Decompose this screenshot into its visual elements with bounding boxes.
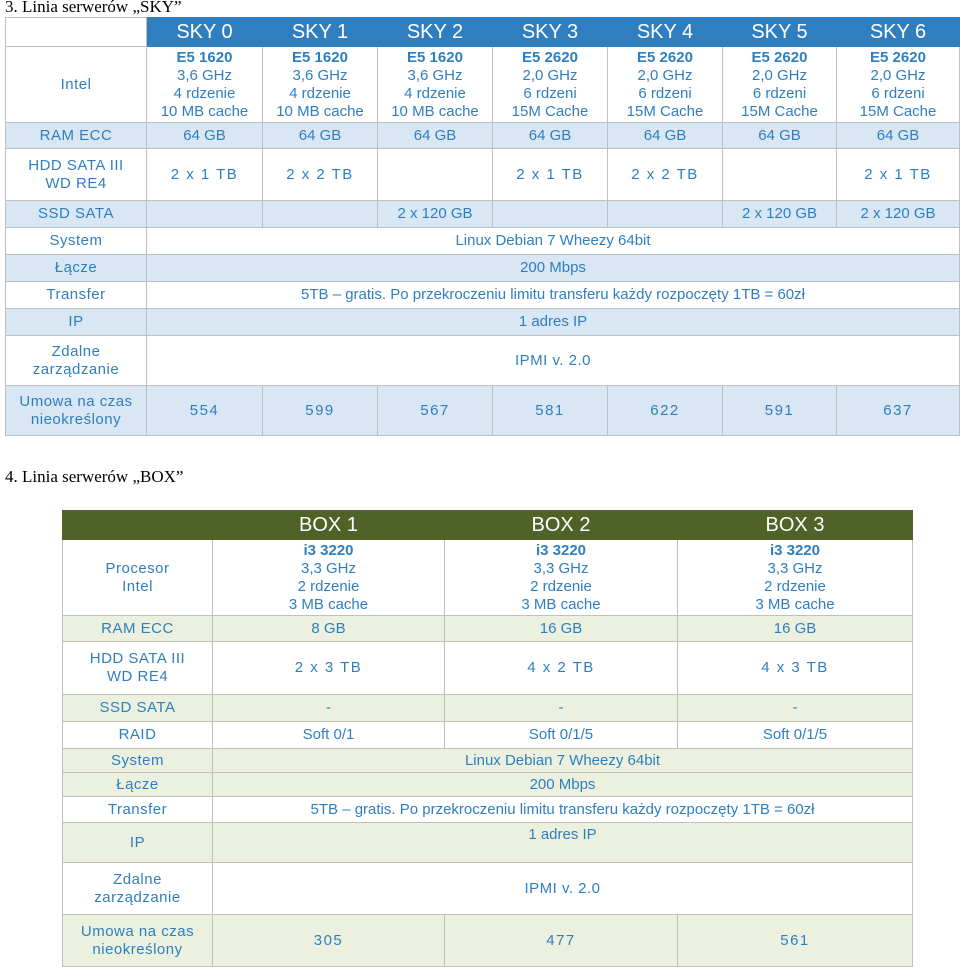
row-label: IP	[6, 309, 147, 336]
sky-col-header: SKY 2	[378, 18, 493, 47]
sky-col-header: SKY 4	[608, 18, 723, 47]
system-value: Linux Debian 7 Wheezy 64bit	[147, 228, 960, 255]
sky-remote-row	[6, 336, 960, 386]
ssd-cell: 2 x 120 GB	[723, 201, 837, 228]
raid-cell: Soft 0/1/5	[445, 722, 678, 749]
sky-ssd-row	[6, 201, 960, 228]
box-col-header: BOX 3	[678, 511, 913, 540]
ssd-cell	[263, 201, 378, 228]
sky-section-heading: 3. Linia serwerów „SKY”	[5, 0, 182, 16]
row-label: SSD SATA	[6, 201, 147, 228]
link-value: 200 Mbps	[213, 773, 913, 797]
row-label: IP	[63, 823, 213, 863]
sky-system-row	[6, 228, 960, 255]
row-label: Łącze	[6, 255, 147, 282]
sky-col-header: SKY 3	[493, 18, 608, 47]
system-value: Linux Debian 7 Wheezy 64bit	[213, 749, 913, 773]
row-label: RAID	[63, 722, 213, 749]
box-link-row	[63, 773, 913, 797]
ssd-cell: -	[678, 695, 913, 722]
hdd-cell	[378, 149, 493, 201]
sky-price-row	[6, 386, 960, 436]
hdd-cell: 2 x 1 TB	[837, 149, 960, 201]
remote-value: IPMI v. 2.0	[147, 336, 960, 386]
sky-pricing-table	[5, 17, 960, 436]
ssd-cell: 2 x 120 GB	[837, 201, 960, 228]
box-header-corner	[63, 511, 213, 540]
box-ip-row	[63, 823, 913, 863]
sky-link-row	[6, 255, 960, 282]
ram-cell: 16 GB	[445, 616, 678, 642]
link-value: 200 Mbps	[147, 255, 960, 282]
sky-header-corner	[6, 18, 147, 47]
box-ssd-row	[63, 695, 913, 722]
row-label: HDD SATA III WD RE4	[6, 149, 147, 201]
row-label: Umowa na czas nieokreślony	[6, 386, 147, 436]
price-cell: 622	[608, 386, 723, 436]
row-label: Intel	[6, 47, 147, 123]
ram-cell: 64 GB	[493, 123, 608, 149]
ram-cell: 8 GB	[213, 616, 445, 642]
box-ram-row	[63, 616, 913, 642]
ssd-cell: -	[445, 695, 678, 722]
sky-cpu-row	[6, 47, 960, 123]
ram-cell: 16 GB	[678, 616, 913, 642]
price-cell: 599	[263, 386, 378, 436]
row-label: Łącze	[63, 773, 213, 797]
row-label: Transfer	[6, 282, 147, 309]
hdd-cell	[723, 149, 837, 201]
price-cell: 554	[147, 386, 263, 436]
cpu-cell: E5 2620 2,0 GHz 6 rdzeni 15M Cache	[493, 47, 608, 123]
ram-cell: 64 GB	[608, 123, 723, 149]
ip-value: 1 adres IP	[213, 823, 913, 863]
box-section-heading: 4. Linia serwerów „BOX”	[5, 467, 184, 486]
ip-value: 1 adres IP	[147, 309, 960, 336]
box-remote-row	[63, 863, 913, 915]
sky-col-header: SKY 1	[263, 18, 378, 47]
ram-cell: 64 GB	[263, 123, 378, 149]
row-label: Transfer	[63, 797, 213, 823]
hdd-cell: 2 x 3 TB	[213, 642, 445, 695]
price-cell: 477	[445, 915, 678, 967]
transfer-value: 5TB – gratis. Po przekroczeniu limitu transferu każdy rozpoczęty 1TB = 60zł	[213, 797, 913, 823]
box-cpu-row	[63, 540, 913, 616]
cpu-cell: E5 2620 2,0 GHz 6 rdzeni 15M Cache	[608, 47, 723, 123]
raid-cell: Soft 0/1	[213, 722, 445, 749]
box-hdd-row	[63, 642, 913, 695]
cpu-cell: i3 3220 3,3 GHz 2 rdzenie 3 MB cache	[213, 540, 445, 616]
row-label: Umowa na czas nieokreślony	[63, 915, 213, 967]
cpu-cell: E5 2620 2,0 GHz 6 rdzeni 15M Cache	[837, 47, 960, 123]
row-label: Zdalne zarządzanie	[6, 336, 147, 386]
hdd-cell: 4 x 2 TB	[445, 642, 678, 695]
box-col-header: BOX 2	[445, 511, 678, 540]
ssd-cell	[493, 201, 608, 228]
row-label: HDD SATA III WD RE4	[63, 642, 213, 695]
price-cell: 305	[213, 915, 445, 967]
sky-col-header: SKY 6	[837, 18, 960, 47]
price-cell: 567	[378, 386, 493, 436]
box-raid-row	[63, 722, 913, 749]
ssd-cell: -	[213, 695, 445, 722]
hdd-cell: 2 x 2 TB	[608, 149, 723, 201]
row-label: System	[6, 228, 147, 255]
cpu-cell: i3 3220 3,3 GHz 2 rdzenie 3 MB cache	[678, 540, 913, 616]
sky-ip-row	[6, 309, 960, 336]
transfer-value: 5TB – gratis. Po przekroczeniu limitu transferu każdy rozpoczęty 1TB = 60zł	[147, 282, 960, 309]
raid-cell: Soft 0/1/5	[678, 722, 913, 749]
row-label: System	[63, 749, 213, 773]
box-header-row	[63, 511, 913, 540]
ssd-cell: 2 x 120 GB	[378, 201, 493, 228]
ram-cell: 64 GB	[723, 123, 837, 149]
hdd-cell: 2 x 2 TB	[263, 149, 378, 201]
box-pricing-table	[62, 510, 913, 967]
sky-hdd-row	[6, 149, 960, 201]
hdd-cell: 2 x 1 TB	[493, 149, 608, 201]
cpu-cell: E5 2620 2,0 GHz 6 rdzeni 15M Cache	[723, 47, 837, 123]
row-label: SSD SATA	[63, 695, 213, 722]
box-system-row	[63, 749, 913, 773]
remote-value: IPMI v. 2.0	[213, 863, 913, 915]
box-col-header: BOX 1	[213, 511, 445, 540]
row-label: Zdalne zarządzanie	[63, 863, 213, 915]
hdd-cell: 4 x 3 TB	[678, 642, 913, 695]
hdd-cell: 2 x 1 TB	[147, 149, 263, 201]
ssd-cell	[147, 201, 263, 228]
box-price-row	[63, 915, 913, 967]
ram-cell: 64 GB	[378, 123, 493, 149]
box-transfer-row	[63, 797, 913, 823]
cpu-cell: E5 1620 3,6 GHz 4 rdzenie 10 MB cache	[263, 47, 378, 123]
cpu-cell: E5 1620 3,6 GHz 4 rdzenie 10 MB cache	[378, 47, 493, 123]
price-cell: 561	[678, 915, 913, 967]
row-label: RAM ECC	[6, 123, 147, 149]
cpu-cell: i3 3220 3,3 GHz 2 rdzenie 3 MB cache	[445, 540, 678, 616]
price-cell: 581	[493, 386, 608, 436]
price-cell: 637	[837, 386, 960, 436]
row-label: Procesor Intel	[63, 540, 213, 616]
price-cell: 591	[723, 386, 837, 436]
ram-cell: 64 GB	[837, 123, 960, 149]
ram-cell: 64 GB	[147, 123, 263, 149]
cpu-cell: E5 1620 3,6 GHz 4 rdzenie 10 MB cache	[147, 47, 263, 123]
sky-ram-row	[6, 123, 960, 149]
sky-header-row	[6, 18, 960, 47]
sky-transfer-row	[6, 282, 960, 309]
sky-col-header: SKY 0	[147, 18, 263, 47]
sky-col-header: SKY 5	[723, 18, 837, 47]
row-label: RAM ECC	[63, 616, 213, 642]
ssd-cell	[608, 201, 723, 228]
